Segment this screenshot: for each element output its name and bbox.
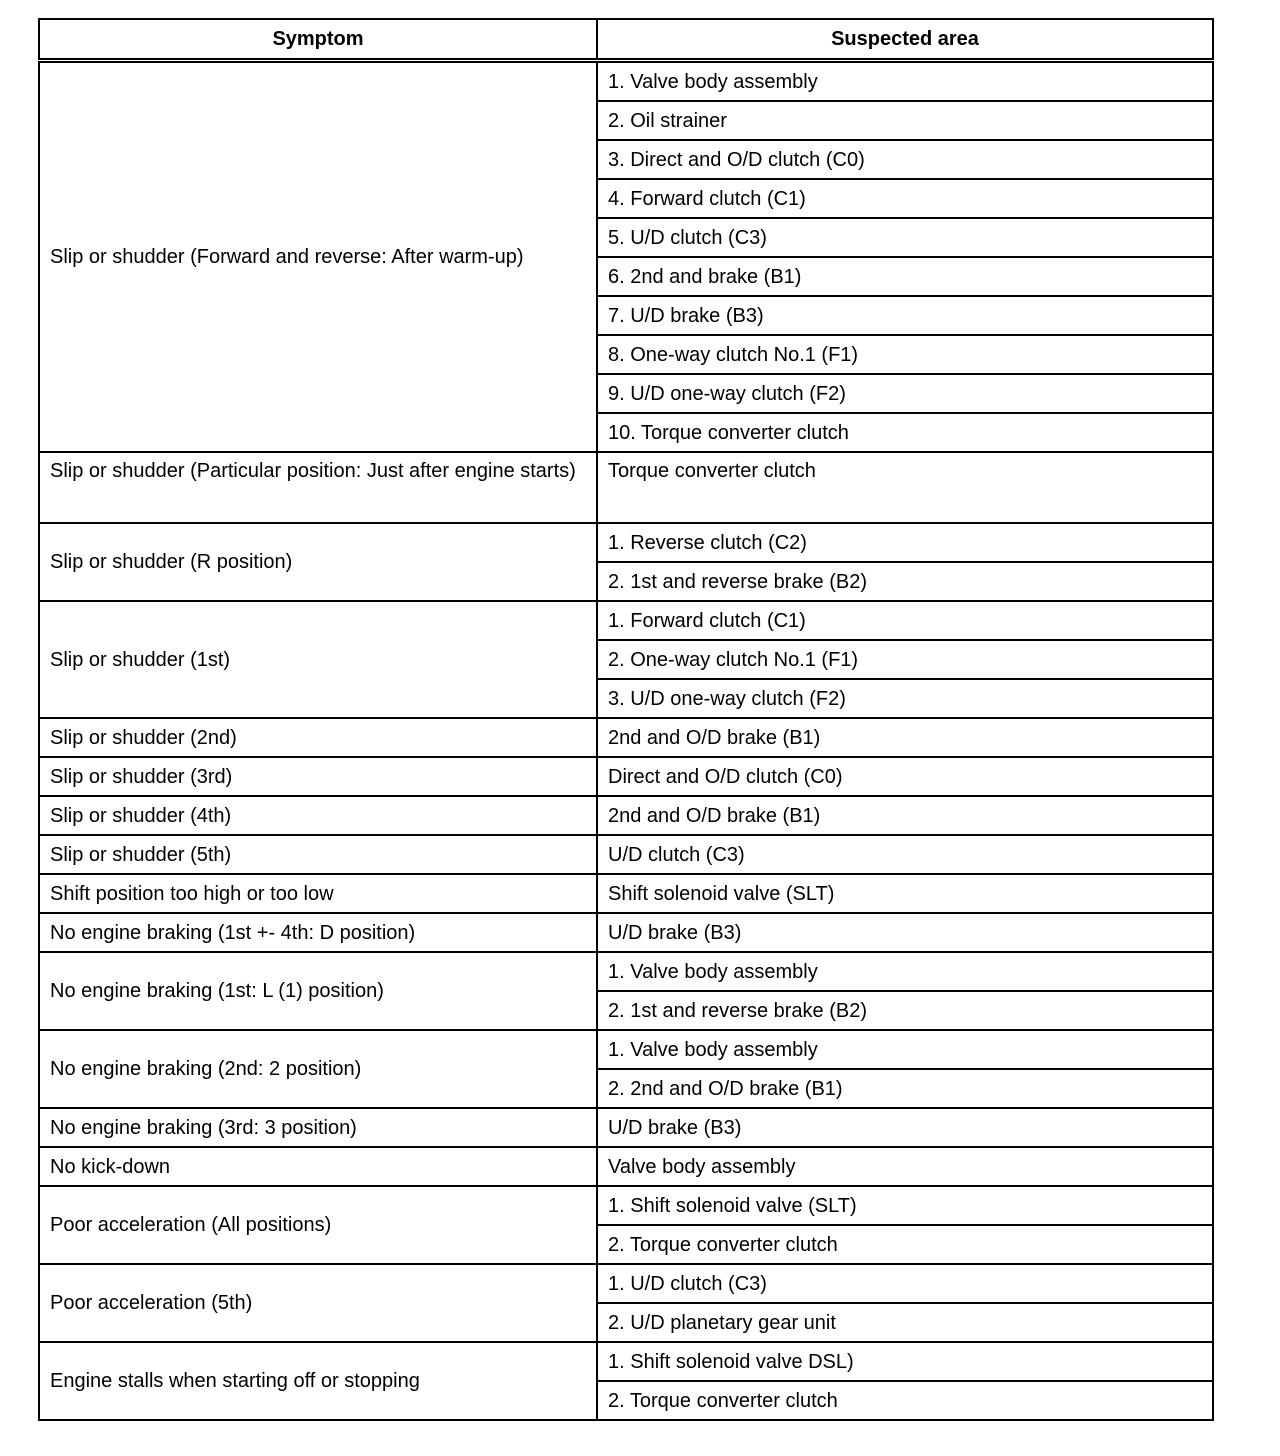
symptom-cell: Slip or shudder (3rd) — [39, 757, 597, 796]
suspected-area-cell: 2nd and O/D brake (B1) — [597, 796, 1213, 835]
header-row — [39, 19, 1213, 61]
symptom-cell: Slip or shudder (4th) — [39, 796, 597, 835]
table-row — [39, 835, 1213, 874]
header-symptom: Symptom — [39, 19, 597, 61]
symptom-cell: Poor acceleration (5th) — [39, 1264, 597, 1342]
table-row — [39, 874, 1213, 913]
suspected-area-cell: 1. Valve body assembly — [597, 61, 1213, 102]
suspected-area-cell: 2. Torque converter clutch — [597, 1225, 1213, 1264]
symptom-cell: No engine braking (1st: L (1) position) — [39, 952, 597, 1030]
suspected-area-cell: 1. Forward clutch (C1) — [597, 601, 1213, 640]
troubleshooting-sheet — [38, 18, 1212, 1421]
suspected-area-cell: 3. U/D one-way clutch (F2) — [597, 679, 1213, 718]
symptom-cell: No engine braking (1st +- 4th: D position) — [39, 913, 597, 952]
table-row — [39, 1186, 1213, 1225]
symptom-cell: Poor acceleration (All positions) — [39, 1186, 597, 1264]
table-row — [39, 61, 1213, 102]
suspected-area-cell: 8. One-way clutch No.1 (F1) — [597, 335, 1213, 374]
suspected-area-cell: U/D brake (B3) — [597, 1108, 1213, 1147]
suspected-area-cell: 2. U/D planetary gear unit — [597, 1303, 1213, 1342]
suspected-area-cell: 1. Valve body assembly — [597, 1030, 1213, 1069]
symptom-cell: Slip or shudder (1st) — [39, 601, 597, 718]
suspected-area-cell: 7. U/D brake (B3) — [597, 296, 1213, 335]
table-row — [39, 952, 1213, 991]
symptom-cell: Slip or shudder (5th) — [39, 835, 597, 874]
suspected-area-cell: 5. U/D clutch (C3) — [597, 218, 1213, 257]
symptom-cell: Slip or shudder (2nd) — [39, 718, 597, 757]
symptom-table — [38, 18, 1214, 1421]
table-row — [39, 913, 1213, 952]
table-row — [39, 452, 1213, 523]
suspected-area-cell: 9. U/D one-way clutch (F2) — [597, 374, 1213, 413]
suspected-area-cell: 1. Shift solenoid valve (SLT) — [597, 1186, 1213, 1225]
table-row — [39, 523, 1213, 562]
table-body — [39, 61, 1213, 1421]
suspected-area-cell: 1. Reverse clutch (C2) — [597, 523, 1213, 562]
suspected-area-cell: 2. 2nd and O/D brake (B1) — [597, 1069, 1213, 1108]
suspected-area-cell: Shift solenoid valve (SLT) — [597, 874, 1213, 913]
suspected-area-cell: 2. Torque converter clutch — [597, 1381, 1213, 1420]
table-row — [39, 1030, 1213, 1069]
suspected-area-cell: U/D clutch (C3) — [597, 835, 1213, 874]
suspected-area-cell: Torque converter clutch — [597, 452, 1213, 523]
suspected-area-cell: Valve body assembly — [597, 1147, 1213, 1186]
suspected-area-cell: 2. Oil strainer — [597, 101, 1213, 140]
suspected-area-cell: Direct and O/D clutch (C0) — [597, 757, 1213, 796]
suspected-area-cell: 2nd and O/D brake (B1) — [597, 718, 1213, 757]
symptom-cell: Shift position too high or too low — [39, 874, 597, 913]
symptom-cell: No engine braking (2nd: 2 position) — [39, 1030, 597, 1108]
suspected-area-cell: 1. U/D clutch (C3) — [597, 1264, 1213, 1303]
suspected-area-cell: 6. 2nd and brake (B1) — [597, 257, 1213, 296]
table-row — [39, 718, 1213, 757]
table-row — [39, 601, 1213, 640]
table-row — [39, 1342, 1213, 1381]
table-row — [39, 757, 1213, 796]
suspected-area-cell: U/D brake (B3) — [597, 913, 1213, 952]
symptom-cell: Engine stalls when starting off or stopping — [39, 1342, 597, 1420]
suspected-area-cell: 1. Valve body assembly — [597, 952, 1213, 991]
table-row — [39, 1108, 1213, 1147]
suspected-area-cell: 2. One-way clutch No.1 (F1) — [597, 640, 1213, 679]
suspected-area-cell: 1. Shift solenoid valve DSL) — [597, 1342, 1213, 1381]
suspected-area-cell: 4. Forward clutch (C1) — [597, 179, 1213, 218]
symptom-cell: Slip or shudder (R position) — [39, 523, 597, 601]
symptom-cell: No kick-down — [39, 1147, 597, 1186]
symptom-cell: Slip or shudder (Particular position: Just after engine starts) — [39, 452, 597, 523]
table-row — [39, 1264, 1213, 1303]
suspected-area-cell: 2. 1st and reverse brake (B2) — [597, 991, 1213, 1030]
table-row — [39, 796, 1213, 835]
header-suspected-area: Suspected area — [597, 19, 1213, 61]
suspected-area-cell: 10. Torque converter clutch — [597, 413, 1213, 452]
table-row — [39, 1147, 1213, 1186]
suspected-area-cell: 2. 1st and reverse brake (B2) — [597, 562, 1213, 601]
suspected-area-cell: 3. Direct and O/D clutch (C0) — [597, 140, 1213, 179]
symptom-cell: No engine braking (3rd: 3 position) — [39, 1108, 597, 1147]
symptom-cell: Slip or shudder (Forward and reverse: After warm-up) — [39, 61, 597, 453]
